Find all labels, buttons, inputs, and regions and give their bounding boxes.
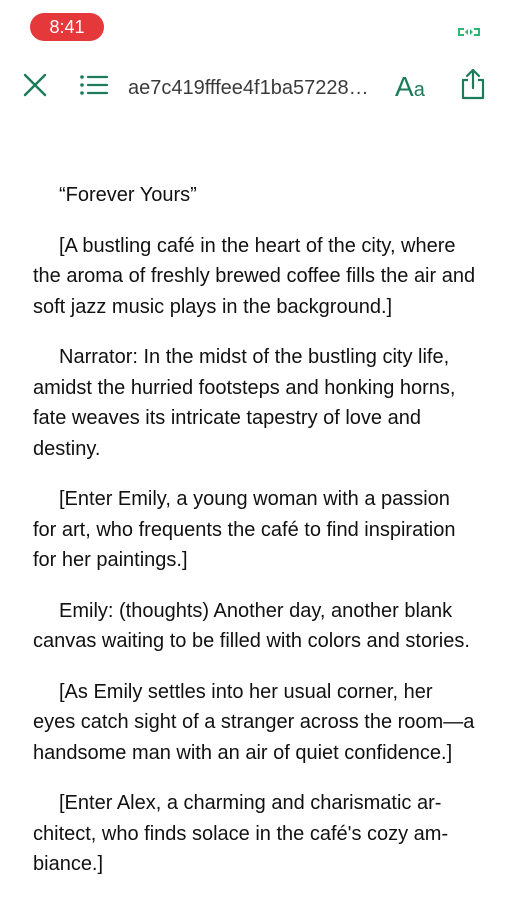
reader-toolbar [0,60,507,116]
paragraph: [A bustling café in the heart of the city, where the aroma of freshly brewed coffee fills the air and soft jazz music plays in the background.] [33,234,476,318]
status-bar [0,0,507,52]
status-time: 8:41 [30,13,104,41]
font-settings-button[interactable] [395,70,425,104]
paragraph: Narrator: In the midst of the bustling city life, amidst the hurried footsteps and honking horns, fate weaves its intricate tapestry of love and destiny. [33,346,456,460]
paragraph-title: “Forever Yours” [59,184,197,206]
paragraph: [Enter Alex, a charming and charismatic architect, who finds solace in the café's cozy ambiance.] [33,792,449,875]
table-of-contents-button[interactable] [78,72,110,102]
font-button-small-letter: a [413,79,425,101]
share-button[interactable] [458,68,488,104]
font-button-large-letter: A [395,71,414,102]
list-icon [79,74,109,101]
close-icon [22,72,48,103]
close-button[interactable] [20,72,50,102]
paragraph: Emily: (thoughts) Another day, another blank canvas waiting to be filled with colors and stories. [33,599,470,652]
paragraph: [As Emily settles into her usual corner, her eyes catch sight of a stranger across the room—a handsome man with an air of quiet confidence.] [33,680,475,764]
share-icon [460,68,486,105]
book-content [33,180,478,900]
screen-mirroring-icon [456,25,482,37]
document-title: ae7c419fffee4f1ba57228… [128,77,369,99]
paragraph: [Enter Emily, a young woman with a passion for art, who frequents the café to find inspiration for her paintings.] [33,488,456,571]
